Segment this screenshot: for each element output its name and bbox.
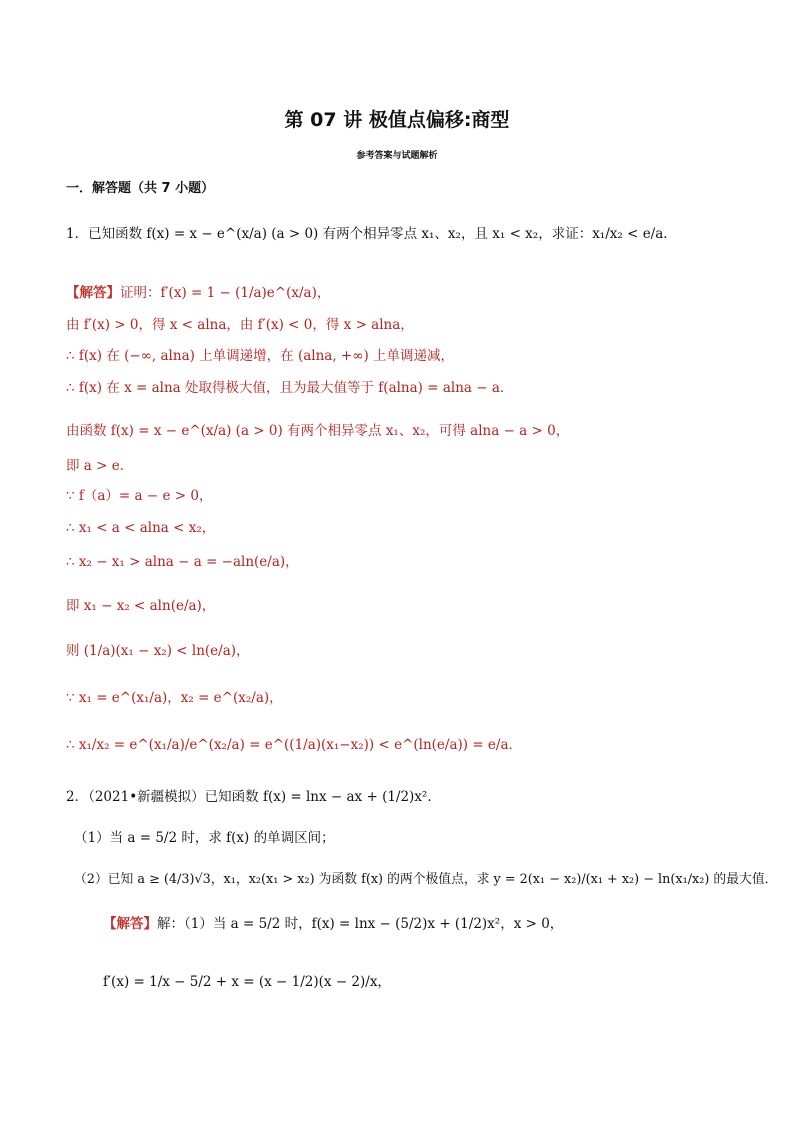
problem-1-answer-intro-row [66,283,330,303]
proof-step: 由函数 f(x) = x − e^(x/a) (a > 0) 有两个相异零点 x₁、x₂，可得 alna − a > 0， [66,423,570,439]
problem-2-part-1: （1）当 a = 5/2 时，求 f(x) 的单调区间； [74,830,335,846]
problem-2-answer-row [103,914,563,934]
answer-intro: 证明：f′(x) = 1 − (1/a)e^(x/a)， [120,285,331,301]
answer-line-2: f′(x) = 1/x − 5/2 + x = (x − 1/2)(x − 2)/x， [103,974,391,990]
answer-line-1: 解：（1）当 a = 5/2 时，f(x) = lnx − (5/2)x + (1/2)x²，x > 0， [157,916,564,932]
answer-tag: 【解答】 [66,285,120,301]
problem-2-statement: 2．（2021•新疆模拟）已知函数 f(x) = lnx − ax + (1/2)x²． [66,789,441,805]
proof-step: ∴ x₁/x₂ = e^(x₁/a)/e^(x₂/a) = e^((1/a)(x₁−x₂)) < e^(ln(e/a)) = e/a． [66,737,523,753]
section-heading: 一．解答题（共 7 小题） [66,181,215,196]
proof-step: 即 a > e． [66,458,134,474]
proof-step: 即 x₁ − x₂ < aln(e/a)， [66,598,216,614]
proof-step: 则 (1/a)(x₁ − x₂) < ln(e/a)， [66,643,250,659]
proof-step: ∵ f（a）= a − e > 0， [66,488,213,504]
proof-step: ∴ x₂ − x₁ > alna − a = −aln(e/a)， [66,554,299,570]
proof-step: ∴ f(x) 在 x = alna 处取得极大值，且为最大值等于 f(alna) = alna − a． [66,380,514,396]
proof-step: ∴ x₁ < a < alna < x₂， [66,520,216,536]
proof-step: ∴ f(x) 在 (−∞, alna) 上单调递增，在 (alna, +∞) 上单调递减， [66,348,455,364]
proof-step: ∵ x₁ = e^(x₁/a)，x₂ = e^(x₂/a)， [66,690,283,706]
page-title: 第 07 讲 极值点偏移:商型 [284,109,510,131]
proof-step: 由 f′(x) > 0，得 x < alna，由 f′(x) < 0，得 x > alna， [66,317,414,333]
problem-1-statement: 1．已知函数 f(x) = x − e^(x/a) (a > 0) 有两个相异零点 x₁、x₂，且 x₁ < x₂，求证：x₁/x₂ < e/a． [66,226,677,242]
answer-tag: 【解答】 [103,916,157,932]
problem-2-part-2: （2）已知 a ≥ (4/3)√3，x₁，x₂(x₁ > x₂) 为函数 f(x) 的两个极值点，求 y = 2(x₁ − x₂)/(x₁ + x₂) − ln(x₁/x₂) 的最大值． [74,872,778,887]
page-subtitle: 参考答案与试题解析 [356,151,438,161]
